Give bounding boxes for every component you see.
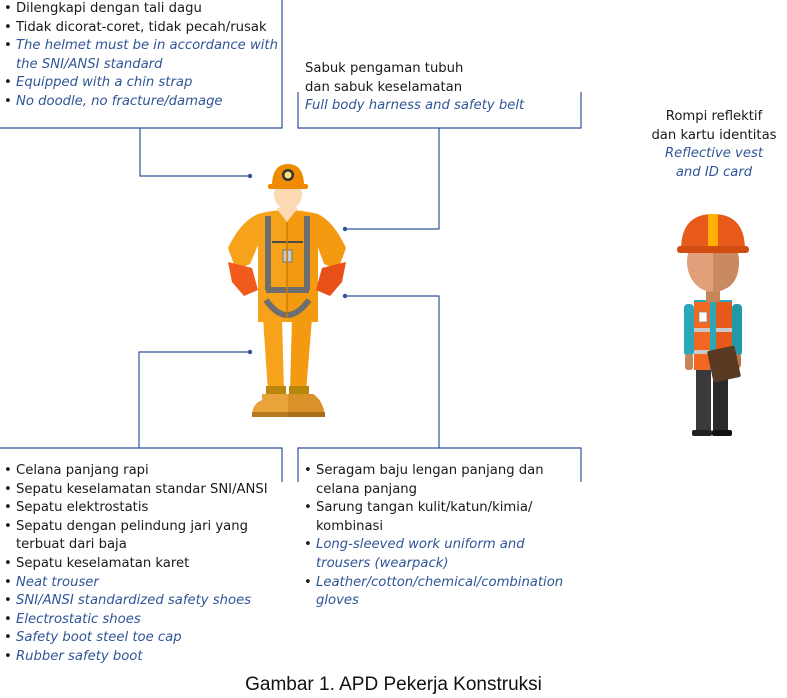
harness-line: dan sabuk keselamatan [305,79,463,95]
vest-line-en: Reflective vest [664,146,764,162]
helmet-item: • Dilengkapi dengan tali dagu [4,0,280,19]
helmet-item-en: • No doodle, no fracture/damage [4,93,280,112]
uniform-item-en: • Leather/cotton/chemical/combination gloves [304,574,574,611]
trouser-item: • Sepatu dengan pelindung jari yang terbuat dari baja [4,518,274,555]
vest-label [630,108,787,182]
trouser-item-en: • Safety boot steel toe cap [4,629,274,648]
figure-caption: Gambar 1. APD Pekerja Konstruksi [245,674,542,695]
trouser-item-en: • SNI/ANSI standardized safety shoes [4,592,274,611]
trouser-shoes-requirements [4,462,274,667]
helmet-item-en: • Equipped with a chin strap [4,74,280,93]
trouser-item-en: • Electrostatic shoes [4,611,274,630]
uniform-item-en: • Long-sleeved work uniform and trousers (wearpack) [304,536,574,573]
helmet-item: • Tidak dicorat-coret, tidak pecah/rusak [4,19,280,38]
trouser-item: • Sepatu keselamatan standar SNI/ANSI [4,481,274,500]
trouser-item: • Celana panjang rapi [4,462,274,481]
trouser-item: • Sepatu keselamatan karet [4,555,274,574]
trouser-item-en: • Neat trouser [4,574,274,593]
vest-line: Rompi reflektif [665,109,763,124]
harness-label [305,60,581,116]
uniform-item: • Sarung tangan kulit/katun/kimia/ kombinasi [304,499,574,536]
harness-line: Sabuk pengaman tubuh [305,61,464,76]
harness-line-en: Full body harness and safety belt [305,98,525,114]
helmet-item-en: • The helmet must be in accordance with the SNI/ANSI standard [4,37,280,74]
id-card [699,312,707,322]
trouser-item-en: • Rubber safety boot [4,648,274,667]
vest-line: dan kartu identitas [651,127,777,143]
uniform-item: • Seragam baju lengan panjang dan celana panjang [304,462,574,499]
vest-line-en: and ID card [675,164,753,180]
uniform-gloves-requirements [304,462,574,611]
helmet-requirements [4,0,280,112]
trouser-item: • Sepatu elektrostatis [4,499,274,518]
